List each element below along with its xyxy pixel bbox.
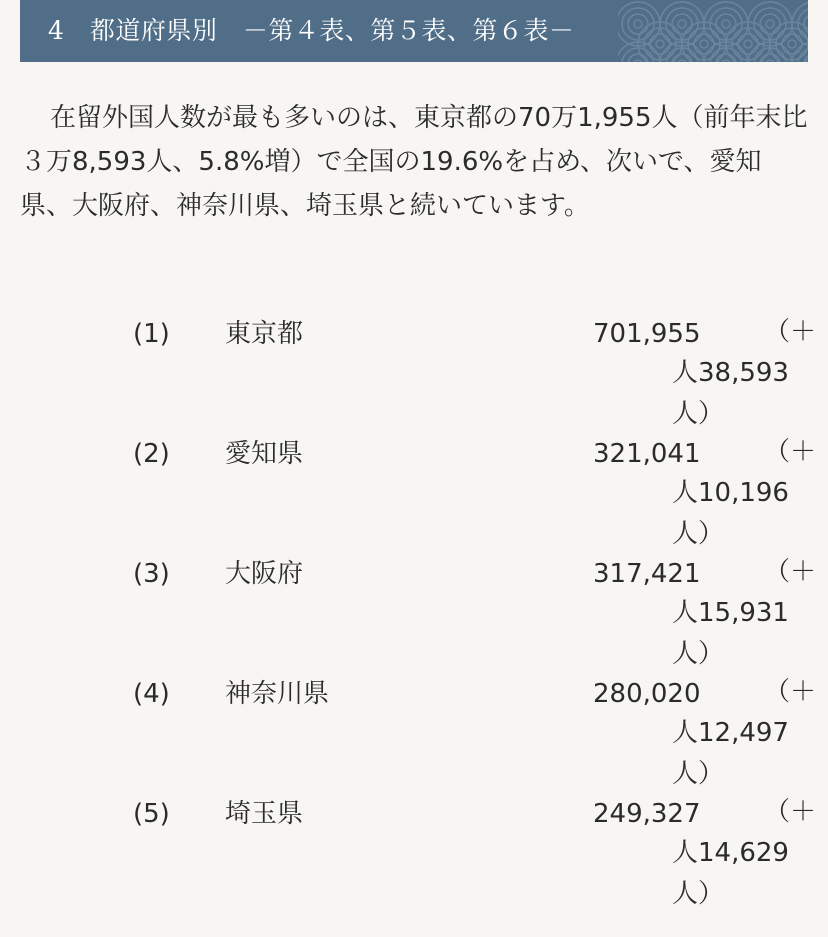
resident-count: 317,421 [593,559,701,589]
ranking-row [0,432,828,552]
rank-number: (1) [133,319,170,349]
ranking-row [0,552,828,672]
prefecture-name: 東京都 [225,319,304,349]
ranking-row [0,312,828,432]
year-over-year-change: （＋人38,593人） [672,317,817,429]
ranking-row [0,792,828,912]
body-paragraph: 在留外国人数が最も多いのは、東京都の70万1,955人（前年末比３万8,593人、5.8%増）で全国の19.6%を占め、次いで、愛知県、大阪府、神奈川県、埼玉県と続いています。 [20,103,808,221]
rank-number: (3) [133,559,170,589]
prefecture-name: 神奈川県 [225,679,330,709]
rank-number: (5) [133,799,170,829]
section-header [20,0,808,62]
resident-count: 321,041 [593,439,701,469]
ranking-row [0,672,828,792]
section-title: 4 都道府県別 －第４表、第５表、第６表－ [48,16,575,45]
resident-count: 249,327 [593,799,701,829]
rank-number: (4) [133,679,170,709]
prefecture-name: 愛知県 [225,439,304,469]
seigaiha-wave-pattern-icon [618,0,808,62]
year-over-year-change: （＋人15,931人） [672,557,817,669]
prefecture-name: 埼玉県 [225,799,304,829]
year-over-year-change: （＋人10,196人） [672,437,817,549]
year-over-year-change: （＋人12,497人） [672,677,817,789]
prefecture-name: 大阪府 [225,559,304,589]
resident-count: 701,955 [593,319,701,349]
rank-number: (2) [133,439,170,469]
resident-count: 280,020 [593,679,701,709]
year-over-year-change: （＋人14,629人） [672,797,817,909]
